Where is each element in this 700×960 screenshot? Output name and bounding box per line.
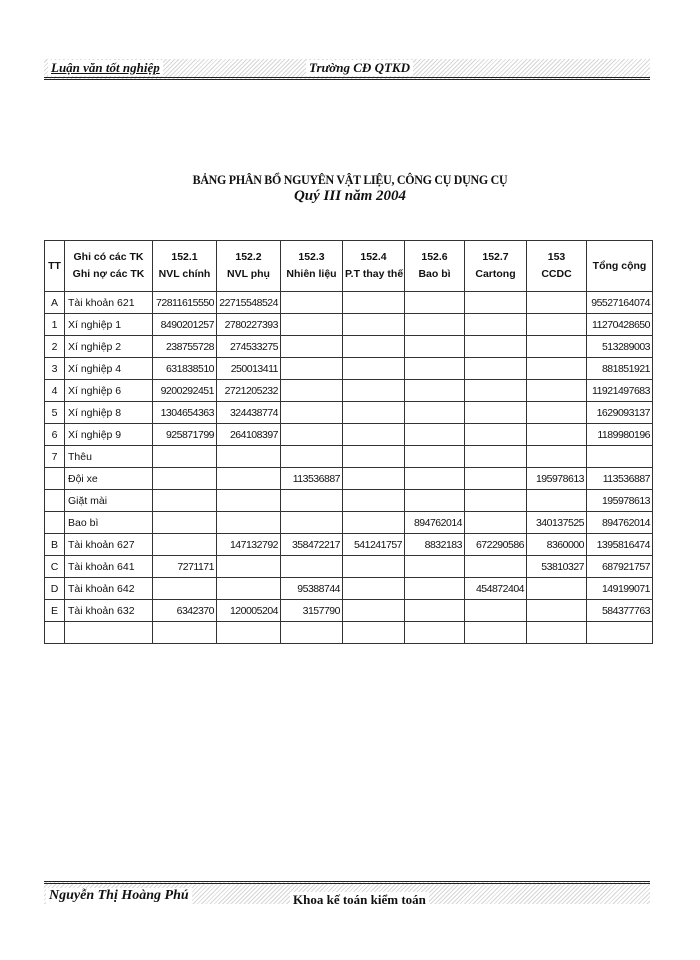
- table-row: [45, 336, 653, 358]
- cell-account: [65, 622, 153, 644]
- cell-1526: 894762014: [405, 512, 465, 534]
- cell-1524: [343, 314, 405, 336]
- page-footer: [44, 881, 650, 904]
- cell-1521: [153, 578, 217, 600]
- cell-1523: [281, 314, 343, 336]
- cell-total: 1189980196: [587, 424, 653, 446]
- cell-tt: A: [45, 292, 65, 314]
- table-row: [45, 446, 653, 468]
- header-col-1527: [465, 241, 527, 292]
- header-col-1523: [281, 241, 343, 292]
- cell-1522: [217, 512, 281, 534]
- cell-tt: 1: [45, 314, 65, 336]
- cell-1521: 8490201257: [153, 314, 217, 336]
- cell-1522: 250013411: [217, 358, 281, 380]
- cell-1526: [405, 380, 465, 402]
- table-row: [45, 292, 653, 314]
- cell-1527: [465, 336, 527, 358]
- cell-1523: 95388744: [281, 578, 343, 600]
- table-row: [45, 314, 653, 336]
- cell-153: [527, 446, 587, 468]
- header-col-1524: [343, 241, 405, 292]
- cell-1522: 147132792: [217, 534, 281, 556]
- cell-1523: [281, 446, 343, 468]
- cell-1523: [281, 292, 343, 314]
- cell-total: 584377763: [587, 600, 653, 622]
- cell-account: Xí nghiệp 8: [65, 402, 153, 424]
- header-col-1526: [405, 241, 465, 292]
- cell-1521: 72811615550: [153, 292, 217, 314]
- header-col-1522: [217, 241, 281, 292]
- header-school-label: Trường CĐ QTKD: [306, 60, 413, 76]
- header-thesis-label: Luận văn tốt nghiệp: [48, 60, 163, 76]
- header-desc-line2: Ghi nợ các TK: [72, 268, 145, 280]
- cell-total: 11921497683: [587, 380, 653, 402]
- cell-tt: [45, 490, 65, 512]
- cell-tt: D: [45, 578, 65, 600]
- cell-1527: 672290586: [465, 534, 527, 556]
- header-col-1521: [153, 241, 217, 292]
- header-col-153: [527, 241, 587, 292]
- header-code: 152.3: [298, 251, 325, 263]
- cell-1521: [153, 512, 217, 534]
- cell-1526: [405, 336, 465, 358]
- table-row: [45, 468, 653, 490]
- header-label: P.T thay thế: [345, 268, 404, 280]
- cell-1524: [343, 292, 405, 314]
- cell-account: Thêu: [65, 446, 153, 468]
- cell-1522: [217, 556, 281, 578]
- cell-153: [527, 600, 587, 622]
- cell-1522: 2721205232: [217, 380, 281, 402]
- cell-1523: [281, 556, 343, 578]
- cell-1522: [217, 468, 281, 490]
- page-header: [44, 59, 650, 80]
- cell-1524: [343, 358, 405, 380]
- cell-1526: [405, 622, 465, 644]
- table-row: [45, 512, 653, 534]
- cell-1526: [405, 314, 465, 336]
- cell-1521: 238755728: [153, 336, 217, 358]
- header-code: 152.1: [171, 251, 198, 263]
- cell-153: [527, 490, 587, 512]
- cell-1527: [465, 512, 527, 534]
- cell-tt: C: [45, 556, 65, 578]
- cell-1527: [465, 292, 527, 314]
- cell-tt: B: [45, 534, 65, 556]
- header-code: 152.2: [235, 251, 262, 263]
- cell-total: 195978613: [587, 490, 653, 512]
- cell-account: Xí nghiệp 1: [65, 314, 153, 336]
- table-body: [45, 292, 653, 644]
- header-code: 152.4: [360, 251, 387, 263]
- cell-1523: 3157790: [281, 600, 343, 622]
- cell-1521: [153, 490, 217, 512]
- cell-1521: 7271171: [153, 556, 217, 578]
- table-row: [45, 600, 653, 622]
- cell-1527: [465, 622, 527, 644]
- header-tt: TT: [45, 241, 65, 292]
- cell-1521: [153, 534, 217, 556]
- cell-1527: [465, 314, 527, 336]
- cell-1522: 120005204: [217, 600, 281, 622]
- cell-1526: [405, 600, 465, 622]
- cell-1527: [465, 358, 527, 380]
- cell-1523: [281, 490, 343, 512]
- cell-1526: [405, 292, 465, 314]
- cell-account: Tài khoản 627: [65, 534, 153, 556]
- cell-153: 53810327: [527, 556, 587, 578]
- cell-account: Bao bì: [65, 512, 153, 534]
- cell-account: Giặt mài: [65, 490, 153, 512]
- cell-1523: [281, 424, 343, 446]
- cell-153: [527, 402, 587, 424]
- cell-1522: 2780227393: [217, 314, 281, 336]
- cell-tt: 2: [45, 336, 65, 358]
- header-label: NVL phụ: [227, 268, 270, 280]
- cell-tt: [45, 468, 65, 490]
- cell-tt: [45, 622, 65, 644]
- cell-total: [587, 446, 653, 468]
- cell-total: 513289003: [587, 336, 653, 358]
- cell-1526: [405, 468, 465, 490]
- cell-total: 149199071: [587, 578, 653, 600]
- cell-total: 881851921: [587, 358, 653, 380]
- cell-total: 1395816474: [587, 534, 653, 556]
- cell-1526: [405, 578, 465, 600]
- cell-1523: [281, 622, 343, 644]
- cell-1524: [343, 600, 405, 622]
- cell-account: Xí nghiệp 2: [65, 336, 153, 358]
- cell-total: 687921757: [587, 556, 653, 578]
- cell-1523: [281, 380, 343, 402]
- cell-account: Tài khoản 641: [65, 556, 153, 578]
- cell-1527: [465, 468, 527, 490]
- cell-tt: 6: [45, 424, 65, 446]
- header-code: 152.7: [482, 251, 509, 263]
- cell-1521: 9200292451: [153, 380, 217, 402]
- cell-account: Tài khoản 621: [65, 292, 153, 314]
- cell-153: 8360000: [527, 534, 587, 556]
- cell-1526: [405, 446, 465, 468]
- cell-1523: [281, 336, 343, 358]
- header-label: Bao bì: [418, 268, 451, 280]
- header-code: 153: [547, 251, 566, 263]
- cell-1523: 358472217: [281, 534, 343, 556]
- cell-1527: [465, 600, 527, 622]
- cell-153: 195978613: [527, 468, 587, 490]
- cell-tt: 3: [45, 358, 65, 380]
- cell-153: [527, 336, 587, 358]
- cell-1527: [465, 424, 527, 446]
- cell-153: [527, 424, 587, 446]
- cell-1521: [153, 446, 217, 468]
- cell-1522: [217, 446, 281, 468]
- cell-total: [587, 622, 653, 644]
- cell-account: Xí nghiệp 9: [65, 424, 153, 446]
- header-label: NVL chính: [158, 268, 211, 280]
- cell-1526: [405, 402, 465, 424]
- cell-153: [527, 292, 587, 314]
- cell-1524: [343, 578, 405, 600]
- cell-1527: [465, 556, 527, 578]
- cell-account: Đội xe: [65, 468, 153, 490]
- table-row: [45, 556, 653, 578]
- table-row: [45, 490, 653, 512]
- cell-total: 1629093137: [587, 402, 653, 424]
- table-row: [45, 380, 653, 402]
- cell-1526: [405, 490, 465, 512]
- cell-153: [527, 314, 587, 336]
- cell-1522: 264108397: [217, 424, 281, 446]
- table-row: [45, 358, 653, 380]
- cell-1527: [465, 446, 527, 468]
- header-total: Tổng cộng: [587, 241, 653, 292]
- cell-total: 113536887: [587, 468, 653, 490]
- footer-department: Khoa kế toán kiểm toán: [290, 892, 429, 904]
- cell-153: [527, 622, 587, 644]
- cell-account: Xí nghiệp 6: [65, 380, 153, 402]
- cell-1522: 274533275: [217, 336, 281, 358]
- cell-total: 95527164074: [587, 292, 653, 314]
- cell-1522: 22715548524: [217, 292, 281, 314]
- document-title: BẢNG PHÂN BỔ NGUYÊN VẬT LIỆU, CÔNG CỤ DỤNG CỤ: [192, 172, 508, 187]
- table-row: [45, 578, 653, 600]
- table-row: [45, 424, 653, 446]
- cell-153: 340137525: [527, 512, 587, 534]
- cell-total: 894762014: [587, 512, 653, 534]
- cell-153: [527, 358, 587, 380]
- cell-1526: [405, 358, 465, 380]
- cell-1524: [343, 468, 405, 490]
- cell-1524: 541241757: [343, 534, 405, 556]
- cell-1521: 631838510: [153, 358, 217, 380]
- header-code: 152.6: [421, 251, 448, 263]
- cell-1522: [217, 490, 281, 512]
- table-header-row: [45, 241, 653, 292]
- cell-1523: 113536887: [281, 468, 343, 490]
- cell-tt: 5: [45, 402, 65, 424]
- cell-1527: [465, 380, 527, 402]
- table-row: [45, 534, 653, 556]
- cell-1524: [343, 380, 405, 402]
- cell-1522: [217, 578, 281, 600]
- cell-153: [527, 380, 587, 402]
- cell-1521: 6342370: [153, 600, 217, 622]
- table-row: [45, 402, 653, 424]
- cell-1524: [343, 446, 405, 468]
- cell-tt: [45, 512, 65, 534]
- cell-1521: 1304654363: [153, 402, 217, 424]
- cell-1523: [281, 402, 343, 424]
- cell-account: Tài khoản 632: [65, 600, 153, 622]
- cell-1522: 324438774: [217, 402, 281, 424]
- table-row: [45, 622, 653, 644]
- header-label: Nhiên liệu: [286, 268, 337, 280]
- header-description: [65, 241, 153, 292]
- cell-1524: [343, 490, 405, 512]
- cell-tt: E: [45, 600, 65, 622]
- footer-author: Nguyễn Thị Hoàng Phú: [46, 888, 192, 904]
- cell-1524: [343, 556, 405, 578]
- cell-1524: [343, 402, 405, 424]
- cell-1521: [153, 468, 217, 490]
- cell-total: 11270428650: [587, 314, 653, 336]
- cell-1524: [343, 336, 405, 358]
- cell-1521: [153, 622, 217, 644]
- cell-1523: [281, 512, 343, 534]
- header-label: CCDC: [541, 268, 572, 280]
- cell-153: [527, 578, 587, 600]
- cell-1527: [465, 402, 527, 424]
- cell-1527: 454872404: [465, 578, 527, 600]
- allocation-table: [44, 240, 653, 644]
- cell-account: Tài khoản 642: [65, 578, 153, 600]
- header-label: Cartong: [475, 268, 516, 280]
- cell-1526: [405, 556, 465, 578]
- cell-1527: [465, 490, 527, 512]
- cell-1523: [281, 358, 343, 380]
- cell-account: Xí nghiệp 4: [65, 358, 153, 380]
- cell-1526: [405, 424, 465, 446]
- document-subtitle: Quý III năm 2004: [293, 188, 407, 204]
- cell-tt: 7: [45, 446, 65, 468]
- cell-1521: 925871799: [153, 424, 217, 446]
- cell-1524: [343, 424, 405, 446]
- cell-1526: 8832183: [405, 534, 465, 556]
- cell-tt: 4: [45, 380, 65, 402]
- cell-1522: [217, 622, 281, 644]
- cell-1524: [343, 622, 405, 644]
- cell-1524: [343, 512, 405, 534]
- header-desc-line1: Ghi có các TK: [73, 251, 144, 263]
